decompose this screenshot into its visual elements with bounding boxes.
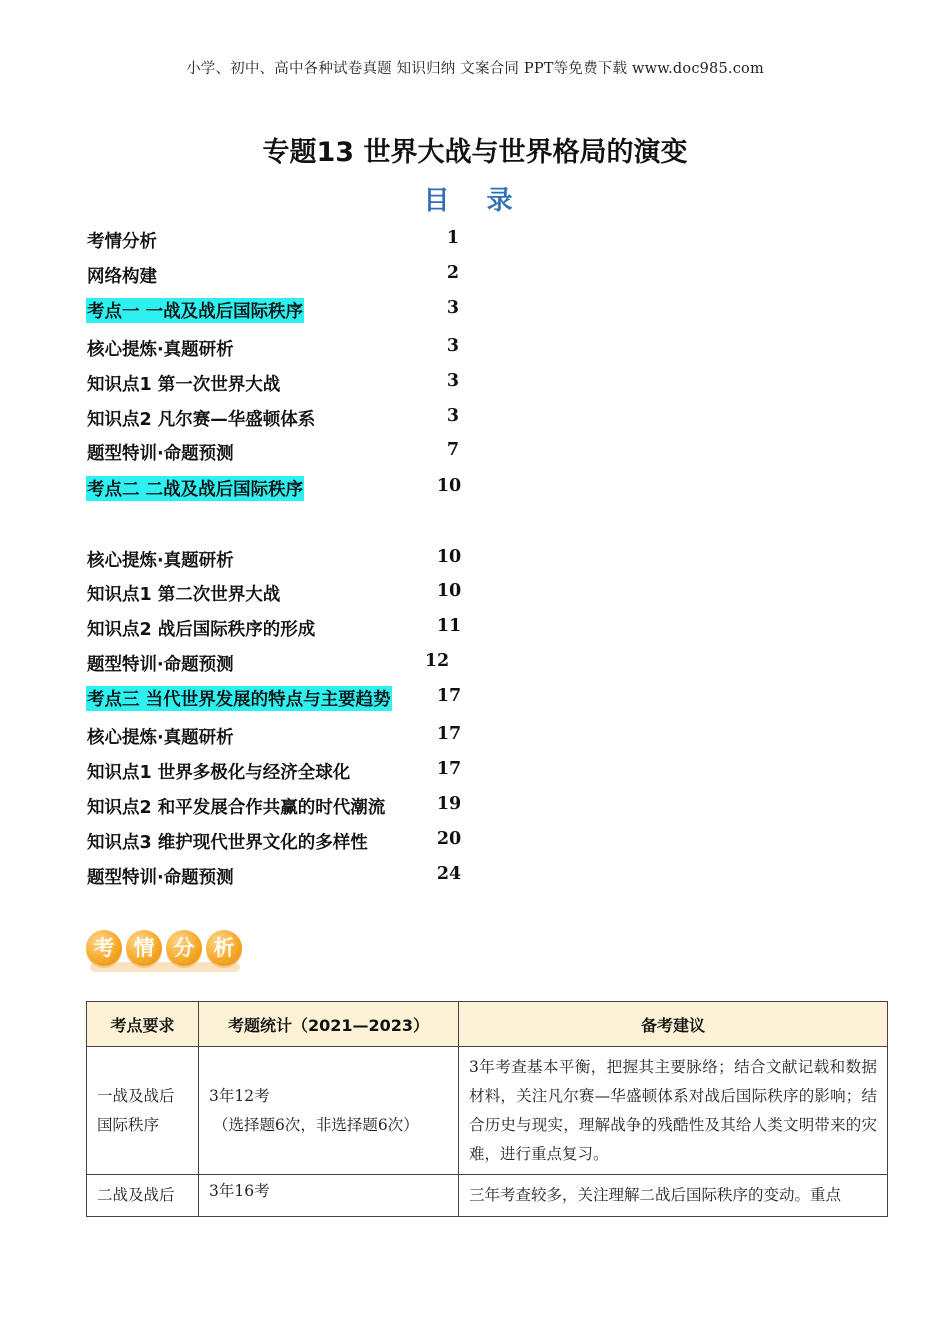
toc-item-page: 24	[436, 864, 462, 884]
toc-item-page: 2	[446, 263, 460, 283]
header-topic: 考点要求	[87, 1002, 199, 1047]
toc-item[interactable]	[86, 581, 486, 609]
toc-item[interactable]	[86, 759, 486, 787]
toc-item-label: 核心提炼·真题研析	[87, 340, 234, 360]
toc-item[interactable]	[86, 794, 486, 822]
table-header-row	[87, 1002, 888, 1047]
header-advice: 备考建议	[459, 1002, 888, 1047]
section-badge-exam-analysis	[86, 926, 248, 978]
cell-stats	[199, 1175, 459, 1217]
cell-advice: 3年考查基本平衡，把握其主要脉络；结合文献记载和数据材料，关注凡尔赛—华盛顿体系对战后国际秩序的影响；结合历史与现实，理解战争的残酷性及其给人类文明带来的灾难，进行重点复习。	[459, 1047, 888, 1175]
toc-item-label: 网络构建	[87, 267, 157, 287]
toc-item[interactable]	[86, 724, 486, 752]
toc-item-page: 3	[446, 336, 460, 356]
badge-char: 考	[86, 930, 122, 966]
toc-item[interactable]	[86, 336, 486, 364]
toc-item-label: 考点三 当代世界发展的特点与主要趋势	[86, 686, 392, 711]
toc-item-page: 10	[436, 476, 462, 496]
toc-item-page: 10	[436, 581, 462, 601]
site-header: 小学、初中、高中各种试卷真题 知识归纳 文案合同 PPT等免费下载 www.doc985.com	[186, 61, 764, 77]
toc-item-label: 题型特训·命题预测	[87, 444, 234, 464]
badge-char: 情	[126, 930, 162, 966]
toc-item[interactable]	[86, 864, 486, 892]
toc-item[interactable]	[86, 547, 486, 575]
toc-item-label: 知识点2 战后国际秩序的形成	[87, 620, 316, 640]
toc-item-label: 考点一 一战及战后国际秩序	[86, 298, 304, 323]
toc-item-label: 核心提炼·真题研析	[87, 551, 234, 571]
toc-item-page: 3	[446, 371, 460, 391]
toc-item-page: 7	[446, 440, 460, 460]
cell-topic: 二战及战后	[87, 1175, 199, 1217]
toc-item-page: 17	[436, 759, 462, 779]
cell-topic: 一战及战后国际秩序	[87, 1047, 199, 1175]
toc-item[interactable]	[86, 616, 486, 644]
toc-item[interactable]	[86, 440, 486, 468]
toc-item[interactable]	[86, 371, 486, 399]
toc-item-label: 核心提炼·真题研析	[87, 728, 234, 748]
stats-main: 3年16考	[209, 1182, 270, 1200]
cell-advice: 三年考查较多，关注理解二战后国际秩序的变动。重点	[459, 1175, 888, 1217]
toc-item-page: 17	[436, 724, 462, 744]
toc-item-page: 10	[436, 547, 462, 567]
toc-item-label: 知识点1 世界多极化与经济全球化	[87, 763, 351, 783]
toc-item-label: 知识点2 和平发展合作共赢的时代潮流	[87, 798, 386, 818]
document-title: 专题13 世界大战与世界格局的演变	[262, 137, 688, 168]
toc-item[interactable]	[86, 263, 486, 291]
toc-item[interactable]	[86, 476, 486, 504]
toc-item-label: 题型特训·命题预测	[87, 655, 234, 675]
toc-item-page: 17	[436, 686, 462, 706]
toc-item[interactable]	[86, 686, 486, 714]
toc-item-page: 20	[436, 829, 462, 849]
toc-item[interactable]	[86, 651, 486, 679]
table-row	[87, 1175, 888, 1217]
toc-item-label: 题型特训·命题预测	[87, 868, 234, 888]
toc-item-page: 12	[424, 651, 450, 671]
toc-item-label: 知识点1 第一次世界大战	[87, 375, 281, 395]
toc-item-label: 知识点1 第二次世界大战	[87, 585, 281, 605]
toc-item-label: 知识点2 凡尔赛—华盛顿体系	[87, 410, 316, 430]
toc-item-page: 3	[446, 406, 460, 426]
toc-item-label: 考情分析	[87, 232, 157, 252]
badge-char: 分	[166, 930, 202, 966]
toc-item[interactable]	[86, 228, 486, 256]
toc-item[interactable]	[86, 406, 486, 434]
table-row	[87, 1047, 888, 1175]
badge-char: 析	[206, 930, 242, 966]
stats-sub: （选择题6次，非选择题6次）	[213, 1115, 419, 1134]
toc-heading: 目 录	[423, 186, 527, 216]
toc-item-page: 3	[446, 298, 460, 318]
header-stats: 考题统计（2021—2023）	[199, 1002, 459, 1047]
exam-analysis-table	[86, 1001, 888, 1217]
toc-item[interactable]	[86, 829, 486, 857]
toc-item-page: 11	[436, 616, 462, 636]
toc-item-label: 考点二 二战及战后国际秩序	[86, 476, 304, 501]
toc-item-page: 1	[446, 228, 460, 248]
toc-item[interactable]	[86, 298, 486, 326]
stats-main: 3年12考	[209, 1086, 270, 1105]
toc-item-page: 19	[436, 794, 462, 814]
toc-item-label: 知识点3 维护现代世界文化的多样性	[87, 833, 368, 853]
cell-stats	[199, 1047, 459, 1175]
